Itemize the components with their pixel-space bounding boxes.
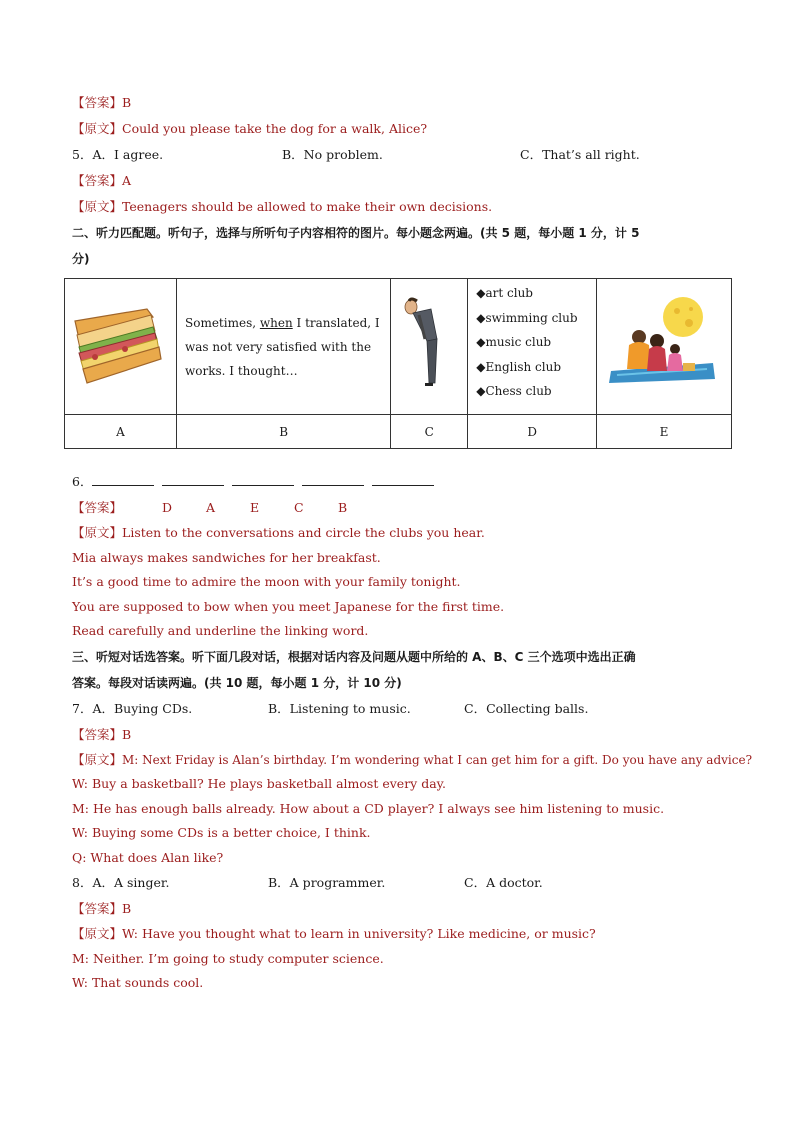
linking-word: when [259,315,293,330]
q8-option-a[interactable]: 8．A．A singer. [72,875,170,890]
answer-blank[interactable] [232,471,294,486]
transcript-line: W: That sounds cool. [72,975,204,990]
answer-4: 【答案】B [72,95,132,110]
answer-blank[interactable] [372,471,434,486]
transcript-8: 【原文】W: Have you thought what to learn in university? Like medicine, or music? [72,926,596,941]
transcript-line: It’s a good time to admire the moon with your family tonight. [72,574,461,589]
label-e: E [596,415,731,449]
q7-option-a[interactable]: 7．A．Buying CDs. [72,700,193,716]
q5-option-b[interactable]: B．No problem. [282,147,383,162]
answer-5: 【答案】A [72,173,132,188]
answer-blank[interactable] [162,471,224,486]
question-7 [72,696,732,722]
section-3-heading: 三、听短对话选答案。听下面几段对话，根据对话内容及问题从题中所给的 A、B、C 三个选项中选出正确 [72,649,636,664]
label-c: C [391,415,468,449]
transcript-7: 【原文】M: Next Friday is Alan’s birthday. I’m wondering what I can get him for a gift. Do you have any advice? [72,751,753,767]
transcript-line: Q: What does Alan like? [72,849,224,865]
family-moon-icon [597,279,731,411]
transcript-4: 【原文】Could you please take the dog for a walk, Alice? [72,121,428,136]
transcript-6: 【原文】Listen to the conversations and circle the clubs you hear. [72,525,485,540]
answer-8: 【答案】B [72,901,132,916]
label-d: D [468,415,597,449]
q8-option-b[interactable]: B．A programmer. [268,875,386,890]
transcript-line: You are supposed to bow when you meet Japanese for the first time. [72,598,505,614]
club-item: ◆swimming club [476,310,578,325]
question-5 [72,142,732,168]
picture-a-cell [65,279,177,415]
bowing-man-icon [391,279,467,411]
section-3-heading-cont: 答案。每段对话读两遍。(共 10 题，每小题 1 分，计 10 分) [72,675,402,690]
q5-option-a[interactable]: 5．A．I agree. [72,147,164,162]
section-2-heading-cont: 分) [72,252,90,266]
document-page [72,90,753,996]
q8-option-c[interactable]: C．A doctor. [464,875,543,890]
q5-option-c[interactable]: C．That’s all right. [520,147,640,162]
transcript-line: Mia always makes sandwiches for her breakfast. [72,549,381,565]
picture-e-cell [596,279,731,415]
club-item: ◆art club [476,286,533,300]
picture-b-cell: Sometimes, when I translated, I was not very satisfied with the works. I thought… [177,279,391,415]
transcript-line: M: He has enough balls already. How about a CD player? I always see him listening to music. [72,800,665,816]
transcript-line: Read carefully and underline the linking word. [72,623,369,638]
q7-option-c[interactable]: C．Collecting balls. [464,700,589,716]
section-2-heading: 二、听力匹配题。听句子，选择与所听句子内容相符的图片。每小题念两遍。(共 5 题，每小题 1 分，计 5 [72,226,640,240]
question-6: 6． [72,469,732,495]
transcript-line: W: Buy a basketball? He plays basketball almost every day. [72,776,447,791]
label-b: B [177,415,391,449]
transcript-line: W: Buying some CDs is a better choice, I think. [72,825,371,840]
sandwich-icon [65,279,176,411]
q7-option-b[interactable]: B．Listening to music. [268,700,411,716]
answer-blank[interactable] [302,471,364,486]
picture-d-cell [468,279,597,415]
answer-blank[interactable] [92,471,154,486]
answer-6: 【答案】 D A E C B [72,500,348,515]
transcript-line: M: Neither. I’m going to study computer science. [72,950,384,966]
club-item: ◆English club [476,359,562,374]
matching-table [64,278,732,449]
answer-7: 【答案】B [72,726,132,742]
label-a: A [65,415,177,449]
question-8 [72,870,732,896]
club-item: ◆Chess club [476,384,552,398]
transcript-5: 【原文】Teenagers should be allowed to make their own decisions. [72,199,493,214]
picture-c-cell [391,279,468,415]
club-item: ◆music club [476,335,552,349]
